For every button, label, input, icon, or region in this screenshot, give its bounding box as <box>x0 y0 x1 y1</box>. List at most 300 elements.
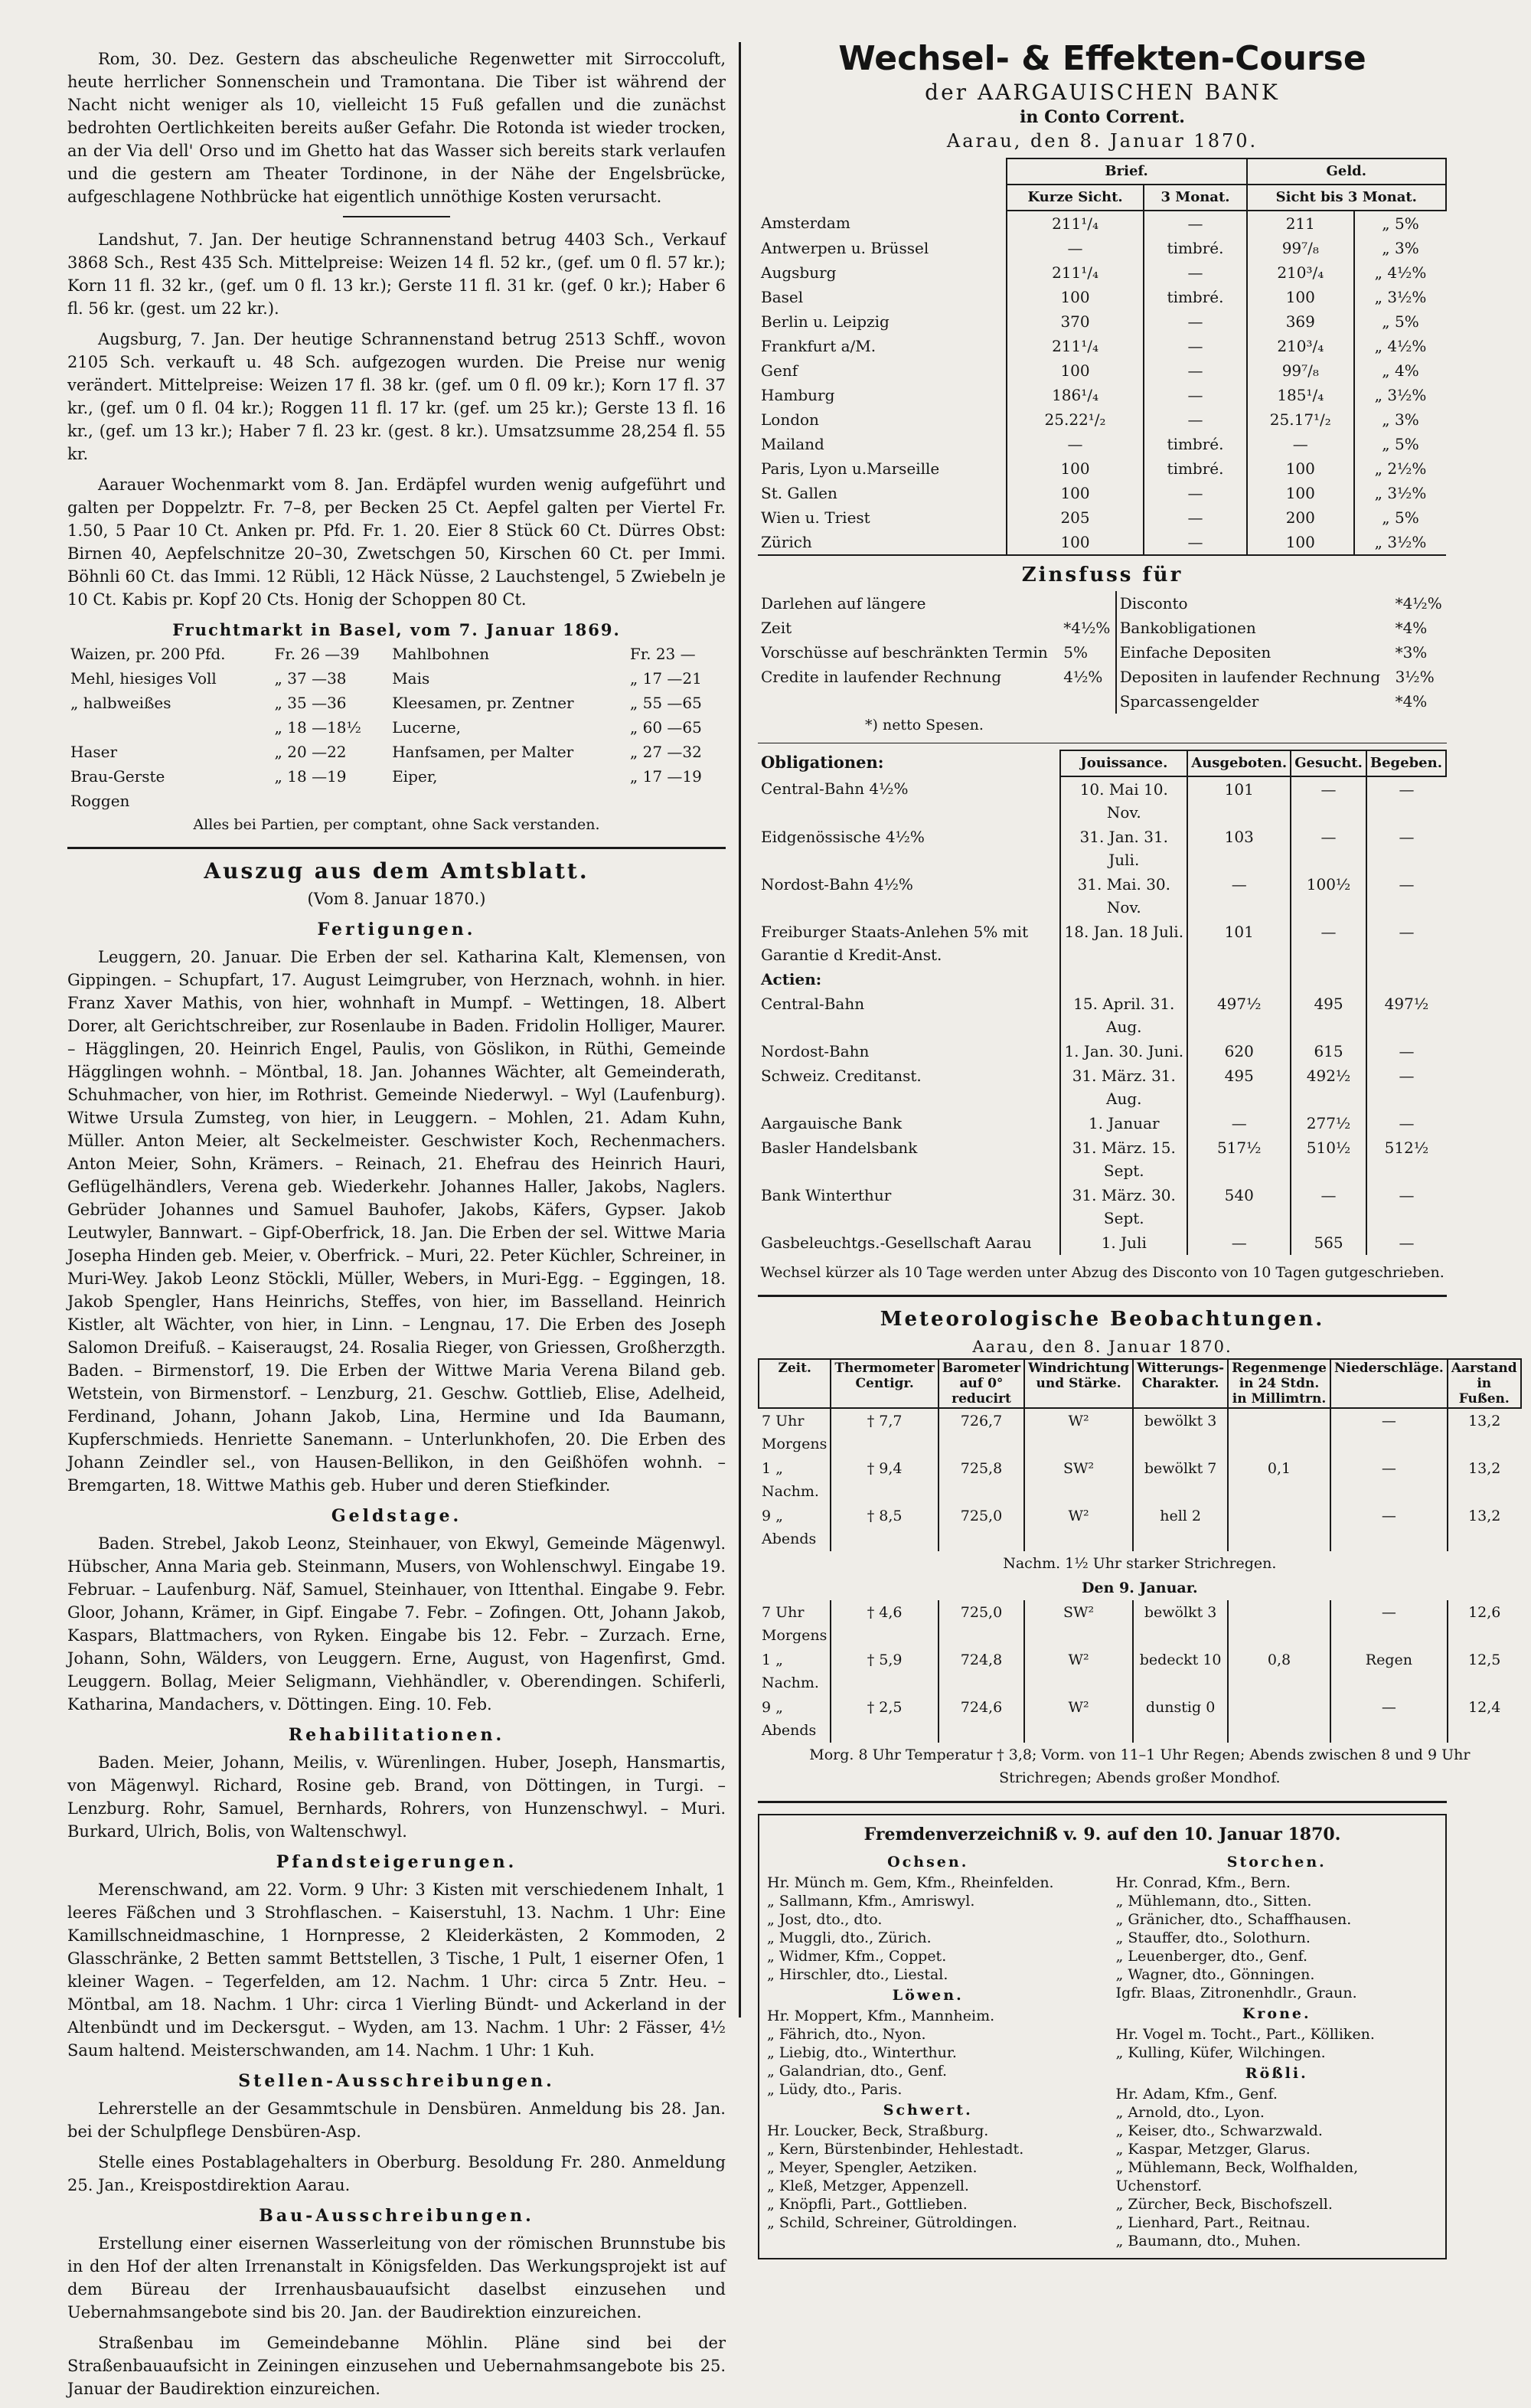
rate-value: — <box>1144 481 1246 505</box>
meteo-row <box>759 1504 1521 1551</box>
exchange-rate-row <box>758 236 1446 260</box>
rate-value: 100 <box>1247 530 1354 555</box>
security-value: 100½ <box>1291 872 1366 920</box>
exchange-rate-row <box>758 285 1446 309</box>
meteo-cell: † 8,5 <box>831 1504 939 1551</box>
security-row <box>758 1039 1446 1064</box>
rate-value: — <box>1144 309 1246 334</box>
security-value: 510½ <box>1291 1135 1366 1183</box>
meteo-cell: 724,6 <box>939 1695 1024 1743</box>
security-row <box>758 1111 1446 1135</box>
rate-value: 100 <box>1007 358 1144 383</box>
guest-entry: „ Liebig, dto., Winterthur. <box>767 2044 957 2061</box>
guest-entry: „ Arnold, dto., Lyon. <box>1115 2104 1265 2121</box>
exchange-rate-row <box>758 211 1446 236</box>
rate-value: 25.17¹/₂ <box>1247 407 1354 432</box>
jouissance-header: Jouissance. <box>1060 750 1187 776</box>
security-row <box>758 1230 1446 1255</box>
security-value: — <box>1366 1230 1446 1255</box>
meteo-cell: 12,4 <box>1448 1695 1521 1743</box>
security-value: — <box>1291 776 1366 825</box>
exchange-rate-row <box>758 505 1446 530</box>
zins-left-label: Darlehen auf längere <box>761 594 926 613</box>
zinsfuss-row <box>758 689 1447 714</box>
meteo-cell: 12,6 <box>1448 1600 1521 1648</box>
rate-value: 100 <box>1247 285 1354 309</box>
meteo-cell: W² <box>1024 1408 1133 1456</box>
fruchtmarkt-cell: Fr. 23 — <box>629 645 696 663</box>
zins-left-rate <box>1060 689 1115 714</box>
guest-entry: „ Kaspar, Metzger, Glarus. <box>1115 2141 1311 2158</box>
rate-value: 200 <box>1247 505 1354 530</box>
exchange-rate-row <box>758 260 1446 285</box>
rate-place: Antwerpen u. Brüssel <box>761 239 929 257</box>
guest-entry: „ Lüdy, dto., Paris. <box>767 2081 903 2098</box>
zins-right-rate: *4½% <box>1395 594 1442 613</box>
fruchtmarkt-cell: Kleesamen, pr. Zentner <box>392 694 574 712</box>
zinsfuss-table <box>758 591 1447 714</box>
fruchtmarkt-cell <box>389 789 627 813</box>
hotel-name: Löwen. <box>892 1987 964 2004</box>
meteo-cell: 0,1 <box>1228 1456 1330 1504</box>
hotel-name: Storchen. <box>1226 1854 1327 1871</box>
meteo-cell <box>1228 1408 1330 1456</box>
amtsblatt-date: (Vom 8. Januar 1870.) <box>307 890 486 908</box>
rate-place: London <box>761 410 819 429</box>
rate-value: 211¹/₄ <box>1007 260 1144 285</box>
rate-place: Zürich <box>761 533 812 551</box>
meteo-cell: bewölkt 7 <box>1133 1456 1228 1504</box>
security-name: Aargauische Bank <box>761 1114 903 1132</box>
exchange-rate-row <box>758 456 1446 481</box>
section-rule <box>67 847 726 849</box>
rate-value: 370 <box>1007 309 1144 334</box>
meteo-cell: dunstig 0 <box>1133 1695 1228 1743</box>
security-value: — <box>1291 1183 1366 1230</box>
fruchtmarkt-note: Alles bei Partien, per comptant, ohne Sack verstanden. <box>193 816 600 833</box>
meteo-cell: — <box>1330 1408 1448 1456</box>
rate-value: timbré. <box>1144 236 1246 260</box>
zins-left-rate: 4½% <box>1060 665 1115 689</box>
bau-text-2: Straßenbau im Gemeindebanne Möhlin. Pläne sind bei der Straßenbauaufsicht in Zeiningen einzusehen und Uebernahmsangebote bis 25. Januar der Baudirektion einzureichen. <box>67 2334 726 2398</box>
fruchtmarkt-cell: Lucerne, <box>392 718 462 737</box>
exchange-rates-table <box>758 158 1447 556</box>
meteo-note-1: Nachm. 1½ Uhr starker Strichregen. <box>1003 1555 1277 1572</box>
stellen-text-2: Stelle eines Postablagehalters in Oberburg. Besoldung Fr. 280. Anmeldung 25. Jan., Kreispostdirektion Aarau. <box>67 2153 726 2194</box>
security-name: Nordost-Bahn <box>761 1042 870 1060</box>
meteo-cell: 1 „ Nachm. <box>762 1652 819 1691</box>
meteo-cell: † 2,5 <box>831 1695 939 1743</box>
brief-header: Brief. <box>1007 158 1247 185</box>
zins-left-label: Credite in laufender Rechnung <box>761 668 1002 686</box>
zinsfuss-title: Zinsfuss für <box>1021 564 1183 586</box>
rate-value: 211¹/₄ <box>1007 211 1144 236</box>
rate-value: 210³/₄ <box>1247 260 1354 285</box>
rate-value: — <box>1007 236 1144 260</box>
section-rule <box>758 1801 1447 1803</box>
security-value: — <box>1366 920 1446 967</box>
fruchtmarkt-cell: Fr. 26 —39 <box>274 645 360 663</box>
fruchtmarkt-cell: „ 20 —22 <box>274 743 347 761</box>
fruchtmarkt-cell: „ 18 —19 <box>274 767 347 786</box>
zinsfuss-row <box>758 665 1447 689</box>
rate-value: 210³/₄ <box>1247 334 1354 358</box>
rate-value: — <box>1247 432 1354 456</box>
meteo-row <box>759 1648 1521 1695</box>
section-rule <box>758 1295 1447 1297</box>
security-value: — <box>1366 1064 1446 1111</box>
zins-left-rate: 5% <box>1060 640 1115 665</box>
security-name: Basler Handelsbank <box>761 1139 918 1157</box>
meteo-cell: SW² <box>1024 1600 1133 1648</box>
rate-value: — <box>1144 407 1246 432</box>
meteo-cell: Regen <box>1330 1648 1448 1695</box>
meteo-cell: — <box>1330 1600 1448 1648</box>
zinsfuss-row <box>758 640 1447 665</box>
meteo-header: Witterungs-Charakter. <box>1133 1359 1228 1408</box>
meteo-cell: W² <box>1024 1695 1133 1743</box>
meteo-row <box>759 1600 1521 1648</box>
guest-entry: „ Muggli, dto., Zürich. <box>767 1929 932 1946</box>
zins-right-rate: *4% <box>1395 619 1428 637</box>
security-value: 103 <box>1187 825 1291 872</box>
zins-left-rate <box>1060 591 1115 616</box>
landshut-report: Landshut, 7. Jan. Der heutige Schrannenstand betrug 4403 Sch., Verkauf 3868 Sch., Rest 435 Sch. Mittelpreise: Weizen 14 fl. 52 kr., (gef. um 0 fl. 57 kr.); Korn 11 fl. 32 kr., (gef. um 0 fl. 13 kr.); Gerste 11 fl. 31 kr. (gef. 0 kr.); Haber 6 fl. 56 kr. (gest. um 22 kr.). <box>67 230 726 318</box>
rate-value: — <box>1144 383 1246 407</box>
meteo-day2-title: Den 9. Januar. <box>1082 1580 1198 1596</box>
security-row <box>758 872 1446 920</box>
security-name: Eidgenössische 4½% <box>761 828 925 846</box>
guest-entry: „ Keiser, dto., Schwarzwald. <box>1115 2122 1323 2139</box>
security-value: 277½ <box>1291 1111 1366 1135</box>
security-value: 1. Juli <box>1060 1230 1187 1255</box>
security-value: 31. Mai. 30. Nov. <box>1060 872 1187 920</box>
guest-entry: „ Sallmann, Kfm., Amriswyl. <box>767 1893 975 1910</box>
fruchtmarkt-row <box>67 666 726 691</box>
fertigungen-text: Leuggern, 20. Januar. Die Erben der sel. Katharina Kalt, Klemensen, von Gippingen. – Schupfart, 17. August Leimgruber, von Herznach, wohnh. in hier. Franz Xaver Mathis, von hier, wohnhaft in Mumpf. – Wettingen, 18. Albert Dorer, alt Gerichtschreiber, zur Rosenlaube in Baden. Fridolin Holliger, Maurer. – Hägglingen, 20. Heinrich Engel, Paulis, von Göslikon, in Rüthi, Gemeinde Hägglingen wohnh. – Möntbal, 18. Jan. Johannes Wächter, alt Gemeinderath, Schuhmacher, von hier, im Rothrist. Gemeinde Niederwyl. – Wyl (Laufenburg). Witwe Ursula Zumsteg, von hier, in Leuggern. – Mohlen, 21. Adam Kuhn, Müller. Anton Meier, alt Seckelmeister. Geschwister Koch, Rechenmachers. Anton Meier, Sohn, Krämers. – Reinach, 21. Ehefrau des Heinrich Hauri, Geflügelhändlers, Verena geb. Wiederkehr. Johannes Haller, Jakobs, Naglers. Gebrüder Johannes und Samuel Bauhofer, Jakobs, Käfers, Gypser. Jakob Leutwyler, Bannwart. – Gipf-Oberfrick, 18. Jan. Die Erben der sel. Wittwe Maria Josepha Hinden geb. Meier, v. Oberfrick. – Muri, 22. Peter Küchler, Schreiner, in Muri-Wey. Jakob Leonz Stöckli, Müller, Webers, in Muri-Egg. – Eggingen, 18. Jakob Spengler, Hans Heinrichs, Steffes, von hier, im Basselland. Heinrich Kistler, alt Wächter, von hier, in Linn. – Lengnau, 17. Die Erben des Joseph Salomon Dreifuß. – Kaiseraugst, 24. Rosalia Rieger, von Griessen, Großherzgth. Baden. – Birmenstorf, 19. Die Erben der Wittwe Maria Verena Biland geb. Wetstein, von Birmenstorf. – Lenzburg, 21. Geschw. Gottlieb, Elise, Adelheid, Ferdinand, Johann, Johann Jakob, Lina, Hermine und Ida Baumann, Kupferschmieds. Henriette Sanemann. – Unterlunkhofen, 20. Die Erben des Johann Zeindler sel., von Hausen-Bellikon, in den Geißhöfen wohnh. – Bremgarten, 18. Wittwe Mathis geb. Huber und deren Stiefkinder. <box>67 948 726 1495</box>
meteo-cell: 725,0 <box>939 1600 1024 1648</box>
guest-entry: „ Kern, Bürstenbinder, Hehlestadt. <box>767 2141 1024 2158</box>
meteo-cell: 726,7 <box>939 1408 1024 1456</box>
guest-entry: „ Zürcher, Beck, Bischofszell. <box>1115 2196 1333 2213</box>
meteo-cell <box>1228 1504 1330 1551</box>
obligationen-title: Obligationen: <box>761 753 884 772</box>
bank-name: der AARGAUISCHEN BANK <box>925 80 1280 105</box>
rate-value: 99⁷/₈ <box>1247 358 1354 383</box>
security-value: — <box>1187 872 1291 920</box>
ausgeboten-header: Ausgeboten. <box>1187 750 1291 776</box>
meteo-header: Windrichtung und Stärke. <box>1024 1359 1133 1408</box>
geld-header: Geld. <box>1247 158 1446 185</box>
rate-value: — <box>1144 211 1246 236</box>
zinsfuss-row <box>758 591 1447 616</box>
fruchtmarkt-cell <box>67 715 272 740</box>
meteo-header: Niederschläge. <box>1330 1359 1448 1408</box>
rate-value: 205 <box>1007 505 1144 530</box>
rate-value: 100 <box>1247 456 1354 481</box>
meteo-cell: 7 Uhr Morgens <box>762 1413 828 1452</box>
security-value: — <box>1187 1230 1291 1255</box>
meteo-header: Zeit. <box>759 1359 831 1408</box>
guest-entry: „ Lienhard, Part., Reitnau. <box>1115 2214 1311 2231</box>
meteo-cell: 9 „ Abends <box>762 1699 817 1739</box>
security-name: Freiburger Staats-Anlehen 5% mit Garantie d Kredit-Anst. <box>761 923 1029 964</box>
security-value: 101 <box>1187 776 1291 825</box>
rate-value: 211¹/₄ <box>1007 334 1144 358</box>
rate-place: Wien u. Triest <box>761 508 870 527</box>
security-value: 497½ <box>1187 992 1291 1039</box>
securities-table <box>758 750 1447 1255</box>
meteo-cell: bedeckt 10 <box>1133 1648 1228 1695</box>
rehabilitationen-text: Baden. Meier, Johann, Meilis, v. Würenlingen. Huber, Joseph, Hansmartis, von Mägenwyl. Richard, Rosine geb. Brand, von Döttingen, in Turgi. – Lenzburg. Rohr, Samuel, Bernhards, Rohrers, von Hunzenschwyl. – Muri. Burkard, Ulrich, Bolis, von Waltenschwyl. <box>67 1753 726 1841</box>
rate-value: 211 <box>1247 211 1354 236</box>
security-value: — <box>1187 1111 1291 1135</box>
meteo-cell: W² <box>1024 1648 1133 1695</box>
guest-entry: Hr. Münch m. Gem, Kfm., Rheinfelden. <box>767 1874 1054 1891</box>
security-value: 31. Jan. 31. Juli. <box>1060 825 1187 872</box>
zinsfuss-row <box>758 616 1447 640</box>
fremd-title: Fremdenverzeichniß v. 9. auf den 10. Januar 1870. <box>863 1825 1341 1844</box>
guest-entry: „ Baumann, dto., Muhen. <box>1115 2233 1301 2250</box>
rate-value: timbré. <box>1144 285 1246 309</box>
rate-value: „ 5% <box>1354 432 1446 456</box>
guest-entry: Hr. Adam, Kfm., Genf. <box>1115 2086 1278 2103</box>
pfandsteigerungen-title: Pfandsteigerungen. <box>276 1852 517 1872</box>
security-value: 18. Jan. 18 Juli. <box>1060 920 1187 967</box>
rate-value: 100 <box>1007 481 1144 505</box>
security-value: 517½ <box>1187 1135 1291 1183</box>
security-value: 492½ <box>1291 1064 1366 1111</box>
fruchtmarkt-cell: Waizen, pr. 200 Pfd. <box>70 645 226 663</box>
guest-entry: „ Kulling, Küfer, Wilchingen. <box>1115 2044 1326 2061</box>
rate-value: — <box>1144 505 1246 530</box>
fruchtmarkt-cell <box>272 789 390 813</box>
fruchtmarkt-row <box>67 715 726 740</box>
meteo-cell: 725,0 <box>939 1504 1024 1551</box>
security-value: 495 <box>1187 1064 1291 1111</box>
drei-monat-header: 3 Monat. <box>1144 185 1246 211</box>
rate-place: Augsburg <box>761 263 837 282</box>
rate-place: Mailand <box>761 435 824 453</box>
fruchtmarkt-cell: „ 35 —36 <box>274 694 347 712</box>
security-row <box>758 825 1446 872</box>
meteo-cell: † 7,7 <box>831 1408 939 1456</box>
fruchtmarkt-cell: Roggen <box>70 792 130 810</box>
rate-value: „ 5% <box>1354 309 1446 334</box>
hotel-name: Rößli. <box>1245 2065 1308 2082</box>
meteo-row <box>759 1695 1521 1743</box>
rate-value: „ 3% <box>1354 407 1446 432</box>
meteo-cell: 12,5 <box>1448 1648 1521 1695</box>
geldstage-title: Geldstage. <box>331 1506 462 1526</box>
zins-right-rate: *3% <box>1395 643 1428 662</box>
rate-value: timbré. <box>1144 456 1246 481</box>
rate-value: — <box>1144 260 1246 285</box>
security-name: Central-Bahn <box>761 995 865 1013</box>
security-value: 495 <box>1291 992 1366 1039</box>
security-value: 1. Jan. 30. Juni. <box>1060 1039 1187 1064</box>
fruchtmarkt-cell: „ 17 —21 <box>629 669 702 688</box>
rate-value: — <box>1144 530 1246 555</box>
security-value: 10. Mai 10. Nov. <box>1060 776 1187 825</box>
meteo-note-2: Morg. 8 Uhr Temperatur † 3,8; Vorm. von 11–1 Uhr Regen; Abends zwischen 8 und 9 Uhr Strichregen; Abends großer Mondhof. <box>809 1746 1471 1786</box>
fruchtmarkt-cell: „ 18 —18½ <box>274 718 361 737</box>
meteo-cell: — <box>1330 1695 1448 1743</box>
course-date: Aarau, den 8. Januar 1870. <box>946 130 1258 152</box>
security-value: 565 <box>1291 1230 1366 1255</box>
rate-value: 185¹/₄ <box>1247 383 1354 407</box>
column-divider <box>739 42 741 2018</box>
fruchtmarkt-cell: Brau-Gerste <box>70 767 165 786</box>
security-name: Central-Bahn 4½% <box>761 779 909 798</box>
security-value: — <box>1366 872 1446 920</box>
security-name: Bank Winterthur <box>761 1186 892 1204</box>
zins-right-rate: 3½% <box>1395 668 1435 686</box>
rate-value: „ 4% <box>1354 358 1446 383</box>
security-value: — <box>1366 1039 1446 1064</box>
rate-value: 99⁷/₈ <box>1247 236 1354 260</box>
augsburg-report: Augsburg, 7. Jan. Der heutige Schrannenstand betrug 2513 Schff., wovon 2105 Sch. verkauft u. 48 Sch. aufgezogen wurden. Die Preise nur wenig verändert. Mittelpreise: Weizen 17 fl. 38 kr. (gef. um 0 fl. 09 kr.); Korn 17 fl. 37 kr., (gef. um 0 fl. 04 kr.); Roggen 11 fl. 17 kr. (gef. um 25 kr.); Gerste 13 fl. 16 kr., (gef. um 13 kr.); Haber 7 fl. 23 kr. (gest. 8 kr.). Umsatzsumme 28,254 fl. 55 kr. <box>67 330 726 463</box>
rate-place: Paris, Lyon u.Marseille <box>761 459 940 478</box>
fruchtmarkt-cell: „ halbweißes <box>70 694 171 712</box>
rate-place: Basel <box>761 288 804 306</box>
security-value: — <box>1366 1183 1446 1230</box>
rate-value: 186¹/₄ <box>1007 383 1144 407</box>
rate-place: Berlin u. Leipzig <box>761 312 890 331</box>
guest-entry: „ Leuenberger, dto., Genf. <box>1115 1948 1308 1965</box>
exchange-rate-row <box>758 358 1446 383</box>
security-value: — <box>1291 825 1366 872</box>
exchange-rate-row <box>758 481 1446 505</box>
conto-corrent: in Conto Corrent. <box>1020 107 1185 127</box>
meteo-cell: † 5,9 <box>831 1648 939 1695</box>
meteo-cell: bewölkt 3 <box>1133 1408 1228 1456</box>
right-column <box>758 38 1517 2259</box>
fruchtmarkt-row <box>67 691 726 715</box>
guest-entry: „ Galandrian, dto., Genf. <box>767 2063 948 2080</box>
zins-right-label: Depositen in laufender Rechnung <box>1119 668 1381 686</box>
fruchtmarkt-row <box>67 764 726 789</box>
security-value: 31. März. 31. Aug. <box>1060 1064 1187 1111</box>
sicht-header: Sicht bis 3 Monat. <box>1247 185 1446 211</box>
security-value: 512½ <box>1366 1135 1446 1183</box>
meteo-cell: — <box>1330 1456 1448 1504</box>
meteo-date: Aarau, den 8. Januar 1870. <box>972 1338 1232 1356</box>
zins-left-rate: *4½% <box>1060 616 1115 640</box>
security-value: 615 <box>1291 1039 1366 1064</box>
zins-right-label: Disconto <box>1119 594 1188 613</box>
security-name: Nordost-Bahn 4½% <box>761 875 913 894</box>
meteo-cell: † 4,6 <box>831 1600 939 1648</box>
wechsel-note: Wechsel kürzer als 10 Tage werden unter Abzug des Disconto von 10 Tagen gutgeschrieben. <box>760 1264 1444 1281</box>
security-value: — <box>1366 1111 1446 1135</box>
meteo-cell: 13,2 <box>1448 1408 1521 1456</box>
meteo-row <box>759 1408 1521 1456</box>
gesucht-header: Gesucht. <box>1291 750 1366 776</box>
exchange-rate-row <box>758 334 1446 358</box>
guest-entry: „ Widmer, Kfm., Coppet. <box>767 1948 947 1965</box>
hotel-name: Ochsen. <box>887 1854 969 1871</box>
aarau-market-report: Aarauer Wochenmarkt vom 8. Jan. Erdäpfel wurden wenig aufgeführt und galten per Doppelztr. Fr. 7–8, per Becken 25 Ct. Aepfel galten per Viertel Fr. 1.50, 5 Paar 10 Ct. Anken pr. Pfd. Fr. 1. 20. Eier 8 Stück 60 Ct. Dürres Obst: Birnen 40, Aepfelschnitze 20–30, Zwetschgen 50, Kirschen 60 Ct. per Immi. Böhnli 60 Ct. das Immi. 12 Rübli, 12 Häck Nüsse, 2 Lauchstengel, 5 Zwiebeln je 10 Ct. Kabis pr. Kopf 20 Cts. Honig der Schoppen 80 Ct. <box>67 475 726 609</box>
fruchtmarkt-cell: Mehl, hiesiges Voll <box>70 669 217 688</box>
rate-value: 100 <box>1007 530 1144 555</box>
rate-place: Frankfurt a/M. <box>761 337 876 355</box>
guest-entry: Hr. Conrad, Kfm., Bern. <box>1115 1874 1291 1891</box>
meteo-cell: 13,2 <box>1448 1504 1521 1551</box>
meteo-cell: 1 „ Nachm. <box>762 1460 819 1500</box>
zins-left-label: Zeit <box>761 619 792 637</box>
rate-value: 100 <box>1007 285 1144 309</box>
rate-value: timbré. <box>1144 432 1246 456</box>
meteo-cell: 9 „ Abends <box>762 1508 817 1547</box>
fruchtmarkt-cell: Hanfsamen, per Malter <box>392 743 574 761</box>
guest-entry: „ Schild, Schreiner, Gütroldingen. <box>767 2214 1017 2231</box>
rate-value: 100 <box>1247 481 1354 505</box>
rate-place: St. Gallen <box>761 484 837 502</box>
meteo-header: Regenmenge in 24 Stdn. in Millimtrn. <box>1228 1359 1330 1408</box>
exchange-rate-row <box>758 530 1446 555</box>
fruchtmarkt-cell: „ 17 —19 <box>629 767 702 786</box>
meteo-header: Aarstand in Fußen. <box>1448 1359 1521 1408</box>
security-value: 1. Januar <box>1060 1111 1187 1135</box>
guest-entry: Hr. Vogel m. Tocht., Part., Kölliken. <box>1115 2026 1375 2043</box>
zins-left-label <box>758 689 1060 714</box>
zins-right-label: Einfache Depositen <box>1119 643 1271 662</box>
security-row <box>758 992 1446 1039</box>
course-title: Wechsel- & Effekten-Course <box>838 39 1366 78</box>
fremdenverzeichnis-box <box>758 1814 1447 2259</box>
fruchtmarkt-cell: Mahlbohnen <box>392 645 490 663</box>
rate-value: „ 3% <box>1354 236 1446 260</box>
security-value: 101 <box>1187 920 1291 967</box>
meteo-cell: — <box>1330 1504 1448 1551</box>
rate-value: „ 2½% <box>1354 456 1446 481</box>
meteo-cell: 13,2 <box>1448 1456 1521 1504</box>
security-value: 31. März. 15. Sept. <box>1060 1135 1187 1183</box>
guest-entry: „ Mühlemann, dto., Sitten. <box>1115 1893 1312 1910</box>
kurze-sicht-header: Kurze Sicht. <box>1007 185 1144 211</box>
rate-value: 100 <box>1007 456 1144 481</box>
security-row <box>758 776 1446 825</box>
exchange-rate-row <box>758 383 1446 407</box>
fruchtmarkt-row <box>67 740 726 764</box>
stellen-title: Stellen-Ausschreibungen. <box>238 2071 555 2091</box>
guest-entry: „ Wagner, dto., Gönningen. <box>1115 1966 1315 1983</box>
guest-entry: „ Stauffer, dto., Solothurn. <box>1115 1929 1311 1946</box>
rate-value: 25.22¹/₂ <box>1007 407 1144 432</box>
security-row <box>758 920 1446 967</box>
guest-entry: „ Fährich, dto., Nyon. <box>767 2026 926 2043</box>
zins-right-label: Bankobligationen <box>1119 619 1256 637</box>
guest-entry: Igfr. Blaas, Zitronenhdlr., Graun. <box>1115 1985 1357 2001</box>
meteo-cell: 0,8 <box>1228 1648 1330 1695</box>
security-row <box>758 1064 1446 1111</box>
fruchtmarkt-cell <box>627 789 726 813</box>
zins-right-rate: *4% <box>1395 692 1428 711</box>
left-column <box>67 47 726 2408</box>
rate-value: „ 3½% <box>1354 383 1446 407</box>
security-value: 620 <box>1187 1039 1291 1064</box>
fruchtmarkt-table <box>67 642 726 813</box>
security-value: 15. April. 31. Aug. <box>1060 992 1187 1039</box>
meteo-cell: 7 Uhr Morgens <box>762 1604 828 1644</box>
meteo-table <box>758 1358 1522 1790</box>
security-value: 540 <box>1187 1183 1291 1230</box>
rate-value: „ 5% <box>1354 505 1446 530</box>
stellen-text-1: Lehrerstelle an der Gesammtschule in Densbüren. Anmeldung bis 28. Jan. bei der Schulpflege Densbüren-Asp. <box>67 2099 726 2141</box>
rate-value: — <box>1144 334 1246 358</box>
guest-entry: Hr. Loucker, Beck, Straßburg. <box>767 2122 989 2139</box>
